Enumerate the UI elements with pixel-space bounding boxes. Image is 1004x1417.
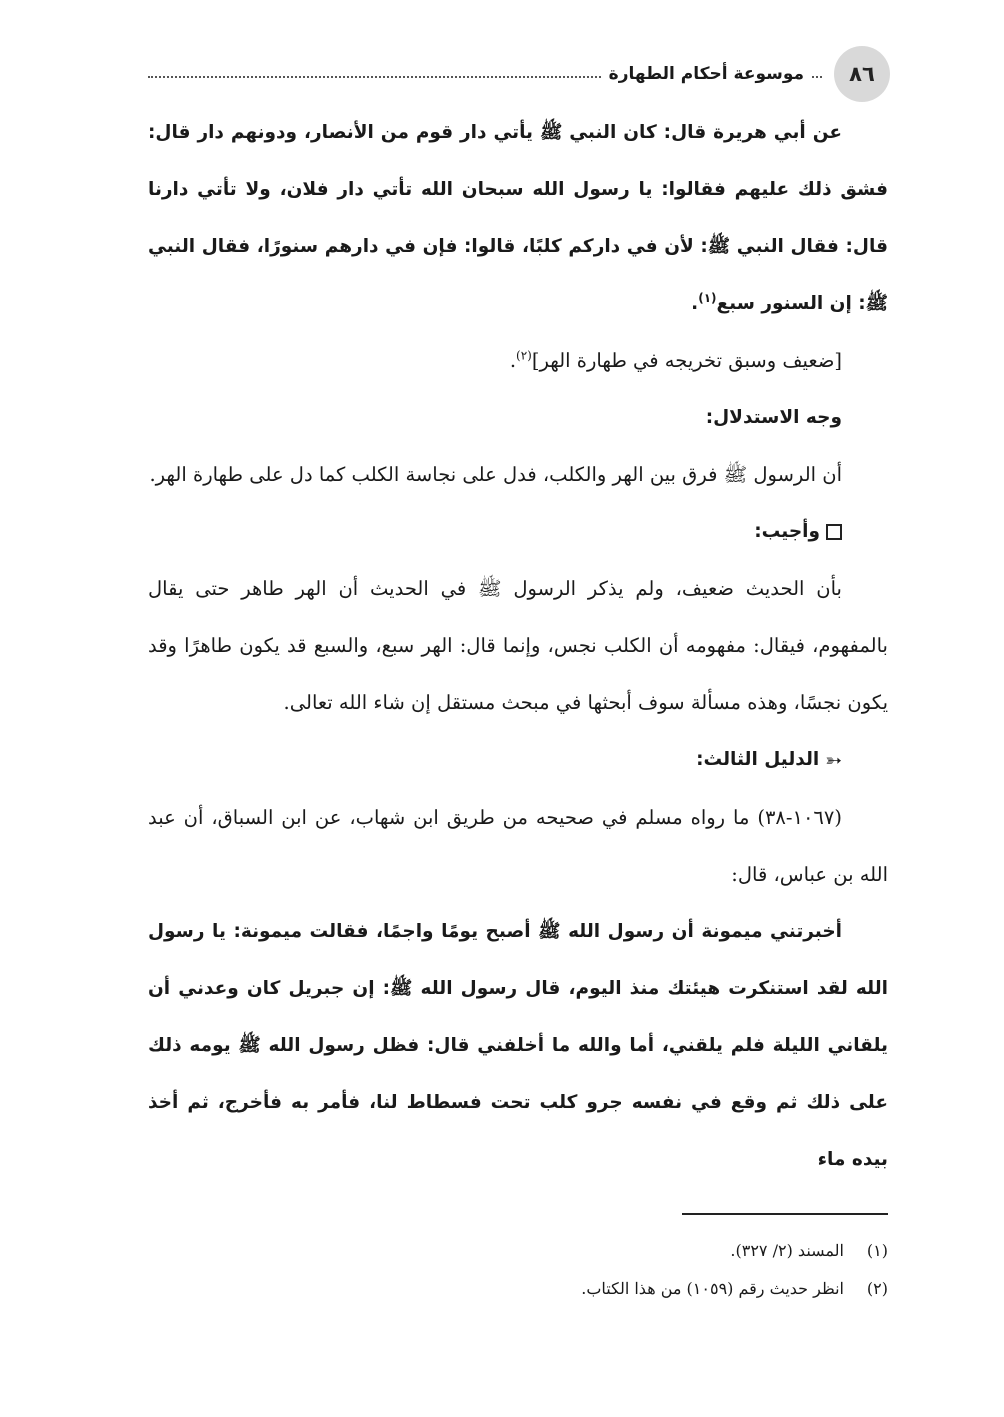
footnote-1-number: (١) xyxy=(866,1241,888,1260)
footnote-2-number: (٢) xyxy=(866,1279,888,1298)
hadith-1 xyxy=(148,104,888,332)
heading-evidence: وجه الاستدلال: xyxy=(705,407,842,428)
footnote-2-text: انظر حديث رقم (١٠٥٩) من هذا الكتاب. xyxy=(581,1279,844,1298)
page-body xyxy=(148,104,888,1188)
third-intro-paragraph: (١٠٦٧-٣٨) ما رواه مسلم في صحيحه من طريق ابن شهاب، عن ابن السباق، أن عبد الله بن عباس، قال: xyxy=(148,805,888,886)
footnote-1-text: المسند (٢/ ٣٢٧). xyxy=(730,1241,844,1260)
arrow-bullet-icon: ➳ xyxy=(825,747,842,772)
footnote-1 xyxy=(148,1232,888,1270)
grading-note xyxy=(148,332,888,389)
checkbox-icon xyxy=(826,524,842,540)
header-dots-right xyxy=(812,76,822,78)
heading-answer-text: وأجيب: xyxy=(754,521,820,542)
running-title-text: موسوعة أحكام الطهارة xyxy=(608,64,804,84)
header-dots-left xyxy=(148,76,601,78)
footnote-2 xyxy=(148,1270,888,1308)
grading-end: . xyxy=(509,349,517,372)
hadith-2: أخبرتني ميمونة أن رسول الله ﷺ أصبح يومًا واجمًا، فقالت ميمونة: يا رسول الله لقد استنكرت هيئتك منذ اليوم، قال رسول الله ﷺ: إن جبريل كان وعدني أن يلقاني الليلة فلم يلقني، أما والله ما أخلفني قال: فظل رسول الله ﷺ يومه ذلك على ذلك ثم وقع في نفسه جرو كلب تحت فسطاط لنا، فأمر به فأخرج، ثم أخذ بيده ماء xyxy=(148,920,888,1170)
footnote-ref-1[interactable]: (١) xyxy=(698,290,717,305)
heading-third-text: الدليل الثالث: xyxy=(696,749,820,770)
footnote-separator xyxy=(682,1213,888,1215)
evidence-paragraph: أن الرسول ﷺ فرق بين الهر والكلب، فدل على نجاسة الكلب كما دل على طهارة الهر. xyxy=(149,463,842,486)
heading-answer xyxy=(148,503,888,560)
footnotes xyxy=(148,1232,888,1308)
hadith-1-text: عن أبي هريرة قال: كان النبي ﷺ يأتي دار قوم من الأنصار، ودونهم دار قال: فشق ذلك عليهم فقالوا: يا رسول الله سبحان الله تأتي دار فلان، ولا تأتي دارنا قال: فقال النبي ﷺ: لأن في داركم كلبًا، قالوا: فإن في دارهم سنورًا، فقال النبي ﷺ: إن السنور سبع xyxy=(148,122,888,314)
running-title xyxy=(148,61,822,87)
hadith-1-end: . xyxy=(691,293,699,314)
page-header xyxy=(148,46,890,104)
grading-text: [ضعيف وسبق تخريجه في طهارة الهر] xyxy=(531,349,842,372)
heading-third-evidence xyxy=(148,731,888,789)
page-number: ٨٦ xyxy=(834,46,890,102)
answer-paragraph: بأن الحديث ضعيف، ولم يذكر الرسول ﷺ في الحديث أن الهر طاهر حتى يقال بالمفهوم، فيقال: مفهومه أن الكلب نجس، وإنما قال: الهر سبع، والسبع قد يكون طاهرًا وقد يكون نجسًا، وهذه مسألة سوف أبحثها في مبحث مستقل إن شاء الله تعالى. xyxy=(148,577,888,714)
footnote-ref-2[interactable]: (٢) xyxy=(516,348,532,363)
